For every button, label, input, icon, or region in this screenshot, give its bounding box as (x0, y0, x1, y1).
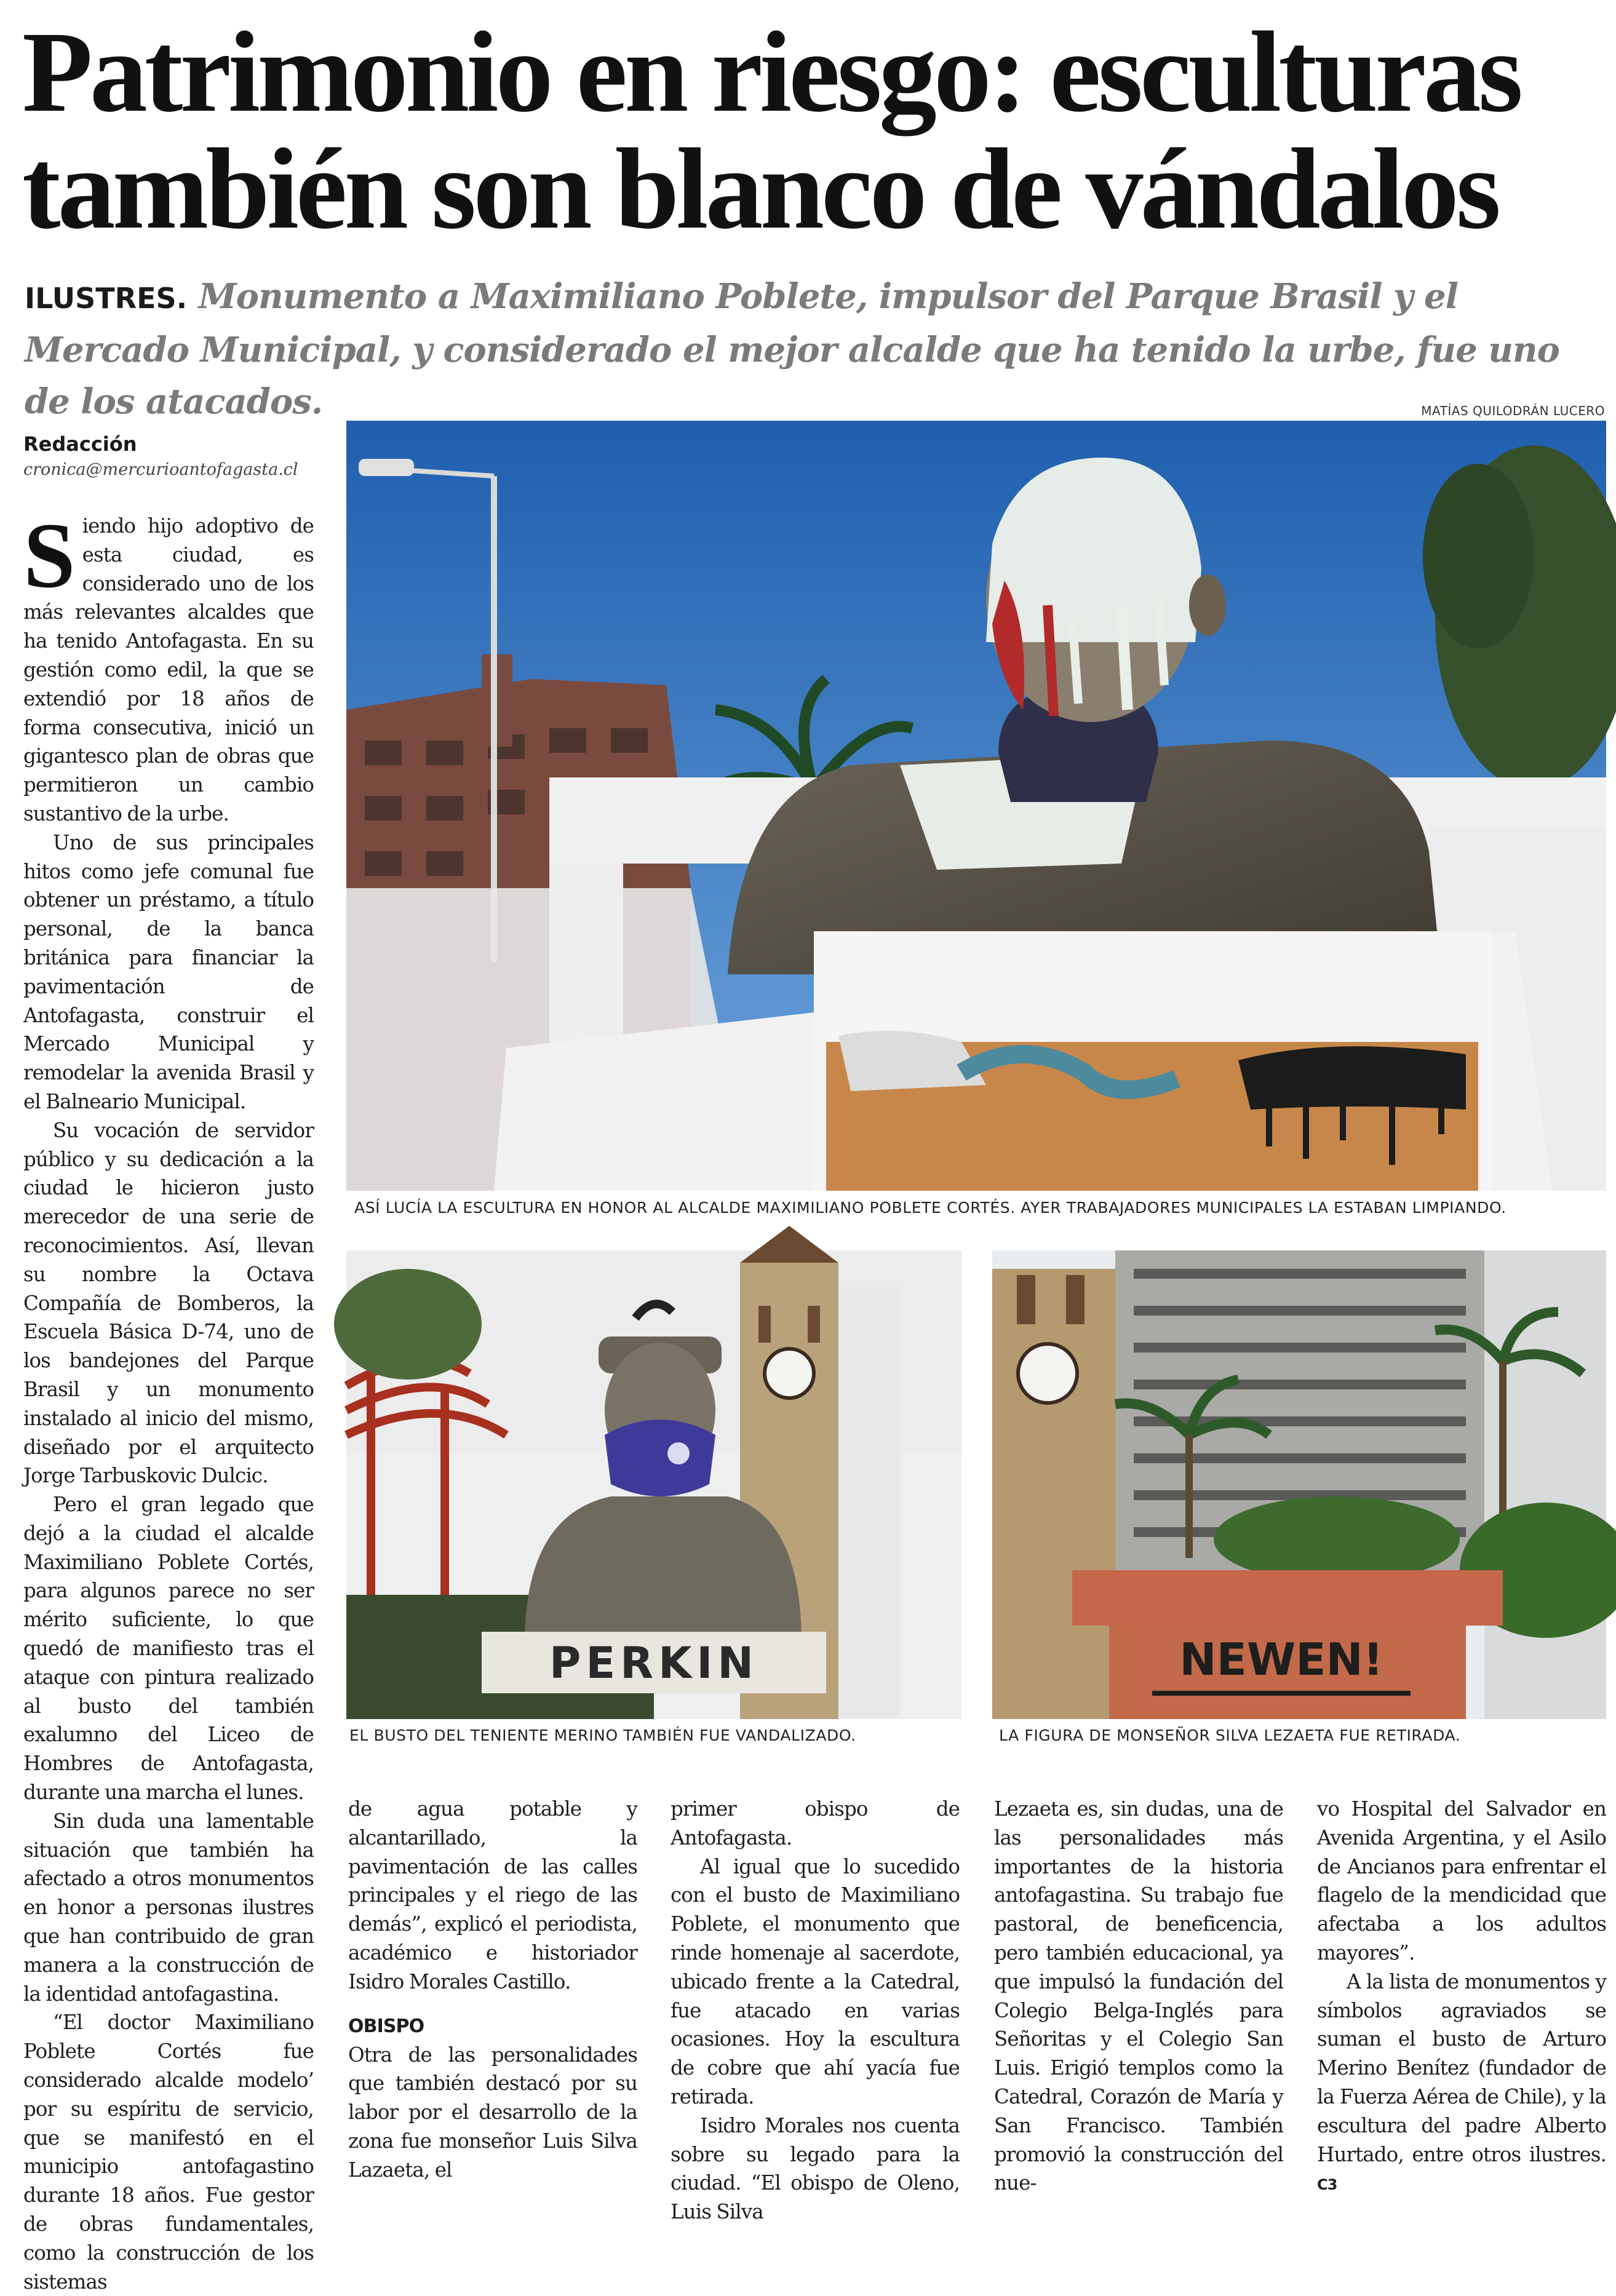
paragraph-1: Siendo hijo adoptivo de esta ciudad, es considerado uno de los más relevantes alcaldes que ha tenido Antofagasta. En su gestión como edil, la que se extendió por 18 años de forma consecutiva, inició un gigantesco plan de obras que permitieron un cambio sustantivo de la urbe. (23, 504, 314, 825)
photo-credit: MATÍAS QUILODRÁN LUCERO (1421, 403, 1605, 418)
silva-photo (992, 1250, 1606, 1719)
drop-cap: S (23, 504, 75, 607)
merino-photo (346, 1250, 961, 1719)
paragraph-4: Pero el gran legado que dejó a la ciudad el alcalde Maximiliano Poblete Cortés, para algunos parece no ser mérito suficiente, lo que quedó de manifiesto tras el ataque con pintura realizado al busto del también exalumno del Liceo de Hombres de Antofagasta, durante una marcha el lunes. (23, 1493, 314, 1805)
paragraph-11: Isidro Morales nos cuenta sobre su legado para la ciudad. “El obispo de Oleno, Luis Silva (671, 2113, 960, 2224)
end-mark: C3 (1317, 2176, 1337, 2194)
deck-text: Monumento a Maximiliano Poblete, impulsor del Parque Brasil y el Mercado Municipal, y considerado el mejor alcalde que ha tenido la urbe, fue uno de los atacados. (25, 276, 1559, 422)
paragraph-3: Su vocación de servidor público y su dedicación a la ciudad le hicieron justo merecedor de una serie de reconocimientos. Así, llevan su nombre la Octava Compañía de Bomberos, la Escuela Básica D-74, uno de los bandejones del Parque Brasil y un monumento instalado al inicio del mismo, diseñado por el arquitecto Jorge Tarbuskovic Dulcic. (23, 1118, 314, 1488)
paragraph-7: de agua potable y alcantarillado, la pavimentación de las calles principales y el riego de las demás”, explicó el periodista, académico e historiador Isidro Morales Castillo. (348, 1797, 637, 1993)
silva-photo-caption: LA FIGURA DE MONSEÑOR SILVA LEZAETA FUE RETIRADA. (999, 1726, 1461, 1744)
article-column-5 (1317, 1795, 1606, 2199)
main-photo-caption: ASÍ LUCÍA LA ESCULTURA EN HONOR AL ALCALDE MAXIMILIANO POBLETE CORTÉS. AYER TRABAJADORES MUNICIPALES LA ESTABAN LIMPIANDO. (354, 1199, 1507, 1217)
subhead-obispo: OBISPO (348, 2015, 424, 2037)
article-column-2 (348, 1795, 637, 2185)
main-photo (346, 421, 1606, 1191)
paragraph-13: vo Hospital del Salvador en Avenida Argentina, y el Asilo de Ancianos para enfrentar el flagelo de la mendicidad que afectaba a los adultos mayores”. (1317, 1797, 1606, 1964)
newen-graffiti: NEWEN! (1179, 1634, 1383, 1685)
paragraph-14: A la lista de monumentos y símbolos agraviados se suman el busto de Arturo Merino Benítez (fundador de la Fuerza Aérea de Chile), y la escultura del padre Alberto Hurtado, entre otros ilustres. C3 (1317, 1969, 1606, 2194)
perkin-graffiti: PERKIN (549, 1638, 758, 1688)
headline-line-1: Patrimonio en riesgo: esculturas (22, 7, 1521, 136)
byline (23, 431, 331, 482)
paragraph-5: Sin duda una lamentable situación que también ha afectado a otros monumentos en honor a personas ilustres que han contribuido de gran manera a la construcción de la identidad antofagastina. (23, 1809, 314, 2006)
deck (25, 271, 1599, 427)
paragraph-8: Otra de las personalidades que también destacó por su labor por el desarrollo de la zona fue monseñor Luis Silva Lazaeta, el (348, 2043, 637, 2182)
paragraph-12: Lezaeta es, sin dudas, una de las personalidades más importantes de la historia antofagastina. Su trabajo fue pastoral, de beneficencia, pero también educacional, ya que impulsó la fundación del Colegio Belga-Inglés para Señoritas y el Colegio San Luis. Erigió templos como la Catedral, Corazón de María y San Francisco. También promovió la construcción del nue- (994, 1797, 1283, 2195)
silva-photo-illustration (992, 1250, 1606, 1719)
article-column-4 (994, 1795, 1283, 2198)
merino-photo-caption: EL BUSTO DEL TENIENTE MERINO TAMBIÉN FUE VANDALIZADO. (349, 1726, 856, 1744)
byline-email: cronica@mercurioantofagasta.cl (23, 460, 298, 479)
deck-kicker: ILUSTRES. (25, 282, 188, 315)
article-column-1 (23, 504, 314, 2296)
headline (22, 7, 1597, 253)
article-column-3 (671, 1795, 960, 2226)
headline-line-2: también son blanco de vándalos (22, 124, 1499, 253)
paragraph-10: Al igual que lo sucedido con el busto de Maximiliano Poblete, el monumento que rinde homenaje al sacerdote, ubicado frente a la Catedral, fue atacado en varias ocasiones. Hoy la escultura de cobre que ahí yacía fue retirada. (671, 1854, 960, 2108)
paragraph-9: primer obispo de Antofagasta. (671, 1797, 960, 1849)
paragraph-6: “El doctor Maximiliano Poblete Cortés fue considerado alcalde modelo’ por su espíritu de servicio, que se manifestó en el municipio antofagastino durante 18 años. Fue gestor de obras fundamentales, como la construcción de los sistemas (23, 2011, 314, 2294)
paragraph-2: Uno de sus principales hitos como jefe comunal fue obtener un préstamo, a título personal, de la banca británica para financiar la pavimentación de Antofagasta, construir el Mercado Municipal y remodelar la avenida Brasil y el Balneario Municipal. (23, 830, 314, 1113)
merino-photo-illustration (346, 1250, 961, 1719)
byline-name: Redacción (23, 432, 137, 456)
main-photo-illustration (346, 421, 1606, 1191)
